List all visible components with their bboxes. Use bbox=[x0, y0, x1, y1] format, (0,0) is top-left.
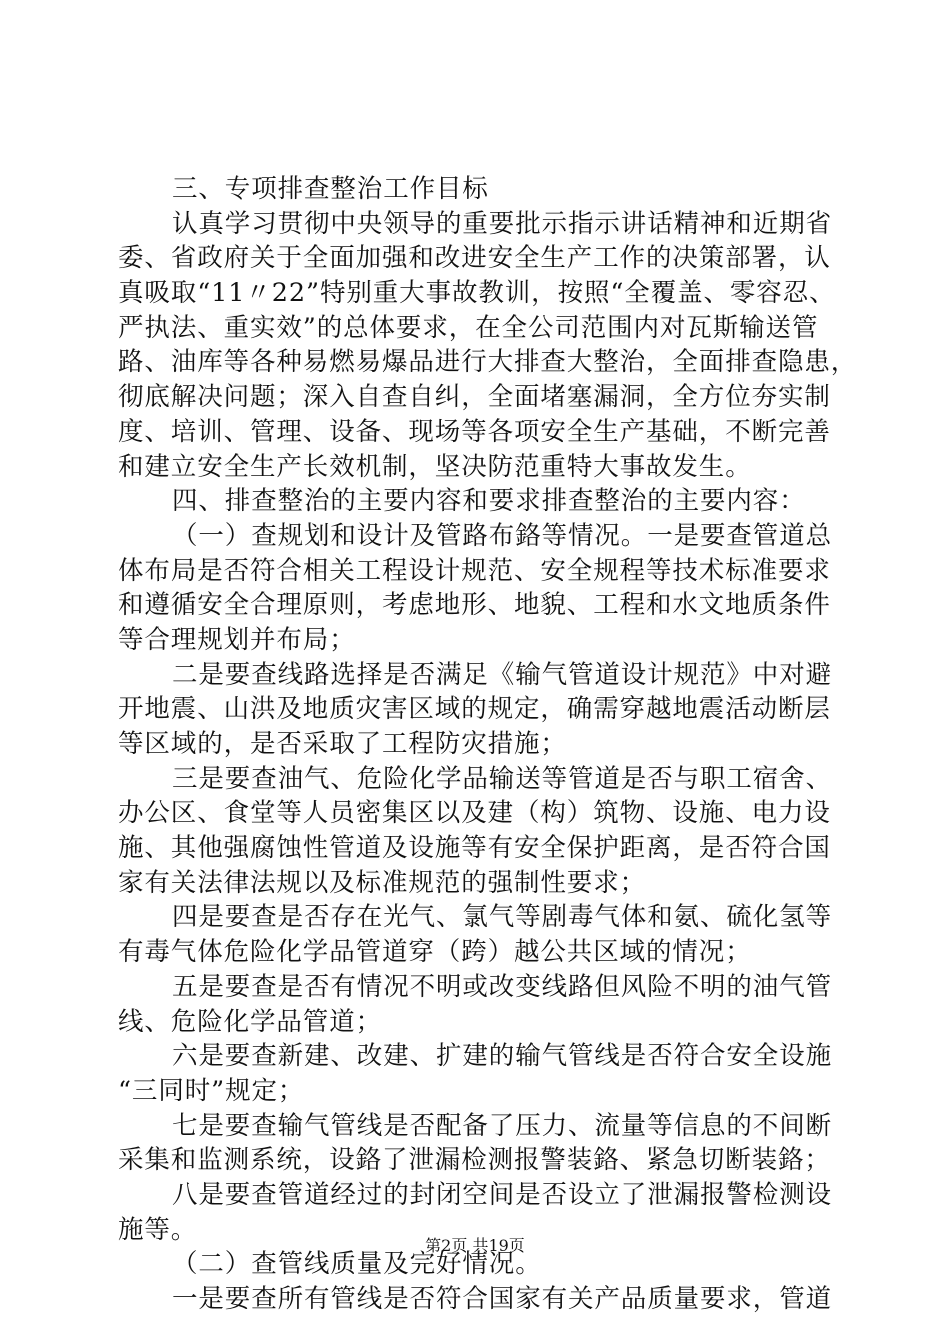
paragraph-line: 采集和监测系统，设鉻了泄漏检测报警装鉻、紧急切断装鉻； bbox=[118, 1145, 831, 1176]
paragraph-line: 等区域的，是否采取了工程防灾措施； bbox=[118, 729, 567, 759]
page-number-footer: 第2页 共19页 bbox=[425, 1236, 525, 1255]
paragraph-line: 认真学习贯彻中央领导的重要批示指示讲话精神和近期省 bbox=[172, 208, 833, 239]
section-heading: 四、排查整治的主要内容和要求排查整治的主要内容： bbox=[172, 486, 806, 517]
paragraph-line: 施等。 bbox=[118, 1214, 198, 1245]
section-heading: 三、专项排查整治工作目标 bbox=[172, 174, 489, 204]
paragraph-line: 度、培训、管理、设备、现场等各项安全生产基础，不断完善 bbox=[118, 416, 831, 447]
paragraph-line: 和建立安全生产长效机制，坚决防范重特大事故发生。 bbox=[118, 451, 752, 482]
paragraph-line: 体布局是否符合相关工程设计规范、安全规程等技术标准要求 bbox=[118, 555, 831, 586]
paragraph-line: 有毒气体危险化学品管道穿（跨）越公共区域的情况； bbox=[118, 937, 752, 968]
paragraph-line: 七是要查输气管线是否配备了压力、流量等信息的不间断 bbox=[172, 1110, 833, 1141]
paragraph-line: 五是要查是否有情况不明或改变线路但风险不明的油气管 bbox=[172, 971, 833, 1002]
paragraph-line: 八是要查管道经过的封闭空间是否设立了泄漏报警检测设 bbox=[172, 1179, 833, 1210]
paragraph-line: 路、油库等各种易燃易爆品进行大排查大整治，全面排查隐患， bbox=[118, 347, 858, 378]
paragraph-line: 委、省政府关于全面加强和改进安全生产工作的决策部署，认 bbox=[118, 243, 831, 274]
paragraph-line: 施、其他强腐蚀性管道及设施等有安全保护距离，是否符合国 bbox=[118, 833, 831, 864]
paragraph-line: 二是要查线路选择是否满足《输气管道设计规范》中对避 bbox=[172, 659, 833, 690]
paragraph-line: 办公区、食堂等人员密集区以及建（构）筑物、设施、电力设 bbox=[118, 798, 831, 829]
paragraph-line: 线、危险化学品管道； bbox=[118, 1006, 383, 1037]
paragraph-line: 三是要查油气、危险化学品输送等管道是否与职工宿舍、 bbox=[172, 763, 833, 794]
paragraph-line: 等合理规划并布局； bbox=[118, 624, 356, 655]
paragraph-line: 彻底解决问题；深入自查自纠，全面堵塞漏洞，全方位夯实制 bbox=[118, 382, 831, 413]
paragraph-line: （一）查规划和设计及管路布鉻等情况。一是要查管道总 bbox=[172, 520, 833, 551]
paragraph-line: 开地震、山洪及地质灾害区域的规定，确需穿越地震活动断层 bbox=[118, 694, 831, 725]
paragraph-line: 六是要查新建、改建、扩建的输气管线是否符合安全设施 bbox=[172, 1041, 833, 1072]
document-body bbox=[118, 172, 858, 1317]
paragraph-line: 和遵循安全合理原则，考虑地形、地貌、工程和水文地质条件 bbox=[118, 590, 831, 621]
paragraph-line: 一是要查所有管线是否符合国家有关产品质量要求，管道 bbox=[172, 1284, 833, 1314]
paragraph-line: 真吸取“11〃22”特别重大事故教训，按照“全覆盖、零容忍、 bbox=[118, 278, 836, 309]
paragraph-line: 四是要查是否存在光气、氯气等剧毒气体和氨、硫化氢等 bbox=[172, 902, 833, 933]
paragraph-line: 家有关法律法规以及标准规范的强制性要求； bbox=[118, 867, 647, 898]
section-heading: （二）查管线质量及完好情况。 bbox=[172, 1249, 542, 1280]
paragraph-line: 严执法、重实效”的总体要求，在全公司范围内对瓦斯输送管 bbox=[118, 312, 819, 343]
paragraph-line: “三同时”规定； bbox=[118, 1075, 305, 1106]
